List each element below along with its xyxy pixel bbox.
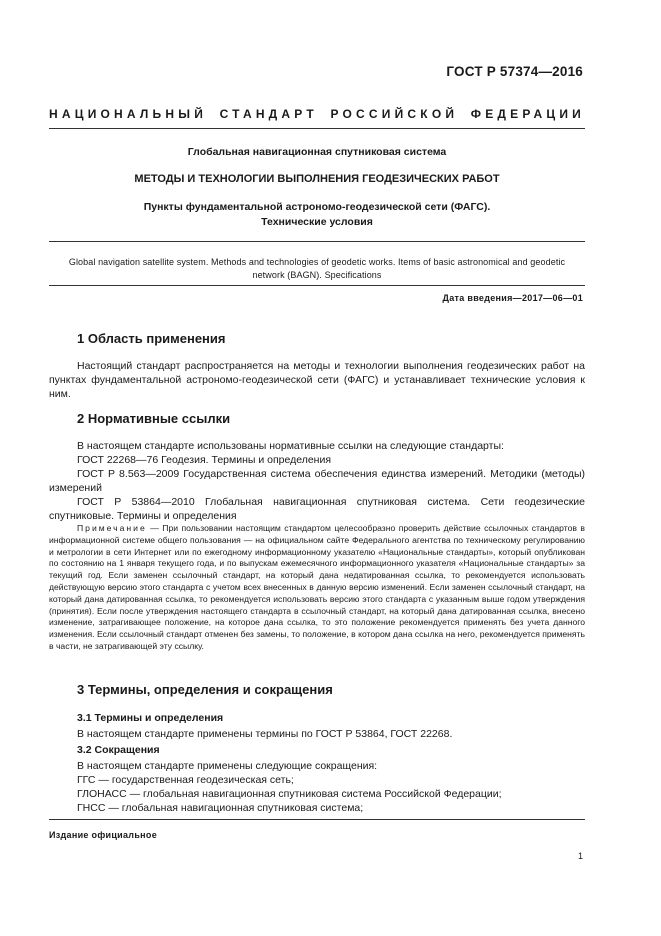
subsection-3-2-heading: 3.2 Сокращения: [77, 744, 160, 756]
section-1-heading: 1 Область применения: [77, 331, 226, 346]
introduction-date: Дата введения—2017—06—01: [442, 293, 583, 303]
note-label: Примечание: [77, 523, 147, 533]
edition-label: Издание официальное: [49, 830, 158, 840]
abbreviation-item: ГНСС — глобальная навигационная спутниковая система;: [77, 802, 364, 814]
subsection-3-1-text: В настоящем стандарте применены термины по ГОСТ Р 53864, ГОСТ 22268.: [77, 728, 453, 740]
abbreviations-intro: В настоящем стандарте применены следующие сокращения:: [77, 760, 378, 772]
main-title: МЕТОДЫ И ТЕХНОЛОГИИ ВЫПОЛНЕНИЯ ГЕОДЕЗИЧЕСКИХ РАБОТ: [134, 173, 500, 185]
note-text: — При пользовании настоящим стандартом целесообразно проверить действие ссылочных стандартов в информационной системе общего пользования — на официальном сайте Федерального агентства по техническому регулированию и метрологии в сети Интернет или по ежегодному информационному указателю «Национальные стандарты», который опубликован по состоянию на 1 января текущего года, и по выпускам ежемесячного информационного указателя «Национальные стандарты» за текущий год. Если заменен ссылочный стандарт, на который дана недатированная ссылка, то рекомендуется использовать действующую версию этого стандарта с учетом всех внесенных в данную версию изменений. Если заменен ссылочный стандарт, на который дана датированная ссылка, то рекомендуется использовать версию этого стандарта с указанным выше годом утверждения (принятия). Если после утверждения настоящего стандарта в ссылочный стандарт, на который дана датированная ссылка, внесено изменение, затрагивающее положение, на которое дана ссылка, то это положение рекомендуется применять без учета данного изменения. Если ссылочный стандарт отменен без замены, то положение, в котором дана ссылка на него, рекомендуется применять в части, не затрагивающей эту ссылку.: [49, 523, 585, 651]
reference-item: ГОСТ Р 8.563—2009 Государственная система обеспечения единства измерений. Методики (методы) измерений: [49, 468, 585, 494]
english-title-line: network (BAGN). Specifications: [252, 270, 382, 280]
reference-item: ГОСТ Р 53864—2010 Глобальная навигационная спутниковая система. Сети геодезические спутниковые. Термины и определения: [49, 496, 585, 522]
subtitle: [49, 200, 585, 230]
section-2-heading: 2 Нормативные ссылки: [77, 411, 231, 426]
references-intro: В настоящем стандарте использованы нормативные ссылки на следующие стандарты:: [77, 440, 504, 452]
footer-divider: [49, 819, 585, 820]
abbreviation-item: ГГС — государственная геодезическая сеть;: [77, 774, 294, 786]
reference-item: ГОСТ 22268—76 Геодезия. Термины и определения: [77, 454, 332, 466]
header-divider: [49, 128, 585, 129]
subtitle-line: Технические условия: [261, 216, 373, 228]
gost-code: ГОСТ Р 57374—2016: [446, 64, 583, 79]
references-note: [49, 523, 585, 653]
subtitle-line: Пункты фундаментальной астрономо-геодезической сети (ФАГС).: [143, 201, 491, 213]
english-divider: [49, 285, 585, 286]
subsection-3-1-heading: 3.1 Термины и определения: [77, 712, 224, 724]
section-3-heading: 3 Термины, определения и сокращения: [77, 682, 333, 697]
page-number: 1: [577, 851, 583, 861]
abbreviation-item: ГЛОНАСС — глобальная навигационная спутниковая система Российской Федерации;: [77, 788, 502, 800]
english-title-line: Global navigation satellite system. Methods and technologies of geodetic works. Items of basic astronomical and geodetic: [68, 257, 566, 267]
national-standard-banner: НАЦИОНАЛЬНЫЙ СТАНДАРТ РОССИЙСКОЙ ФЕДЕРАЦИИ: [49, 107, 585, 121]
english-title: [49, 256, 585, 282]
title-divider: [49, 241, 585, 242]
section-1-text: Настоящий стандарт распространяется на методы и технологии выполнения геодезических работ на пунктах фундаментальной астрономо-геодезической сети (ФАГС) и устанавливает технические условия к ним.: [49, 360, 585, 400]
system-title: Глобальная навигационная спутниковая система: [187, 146, 447, 158]
